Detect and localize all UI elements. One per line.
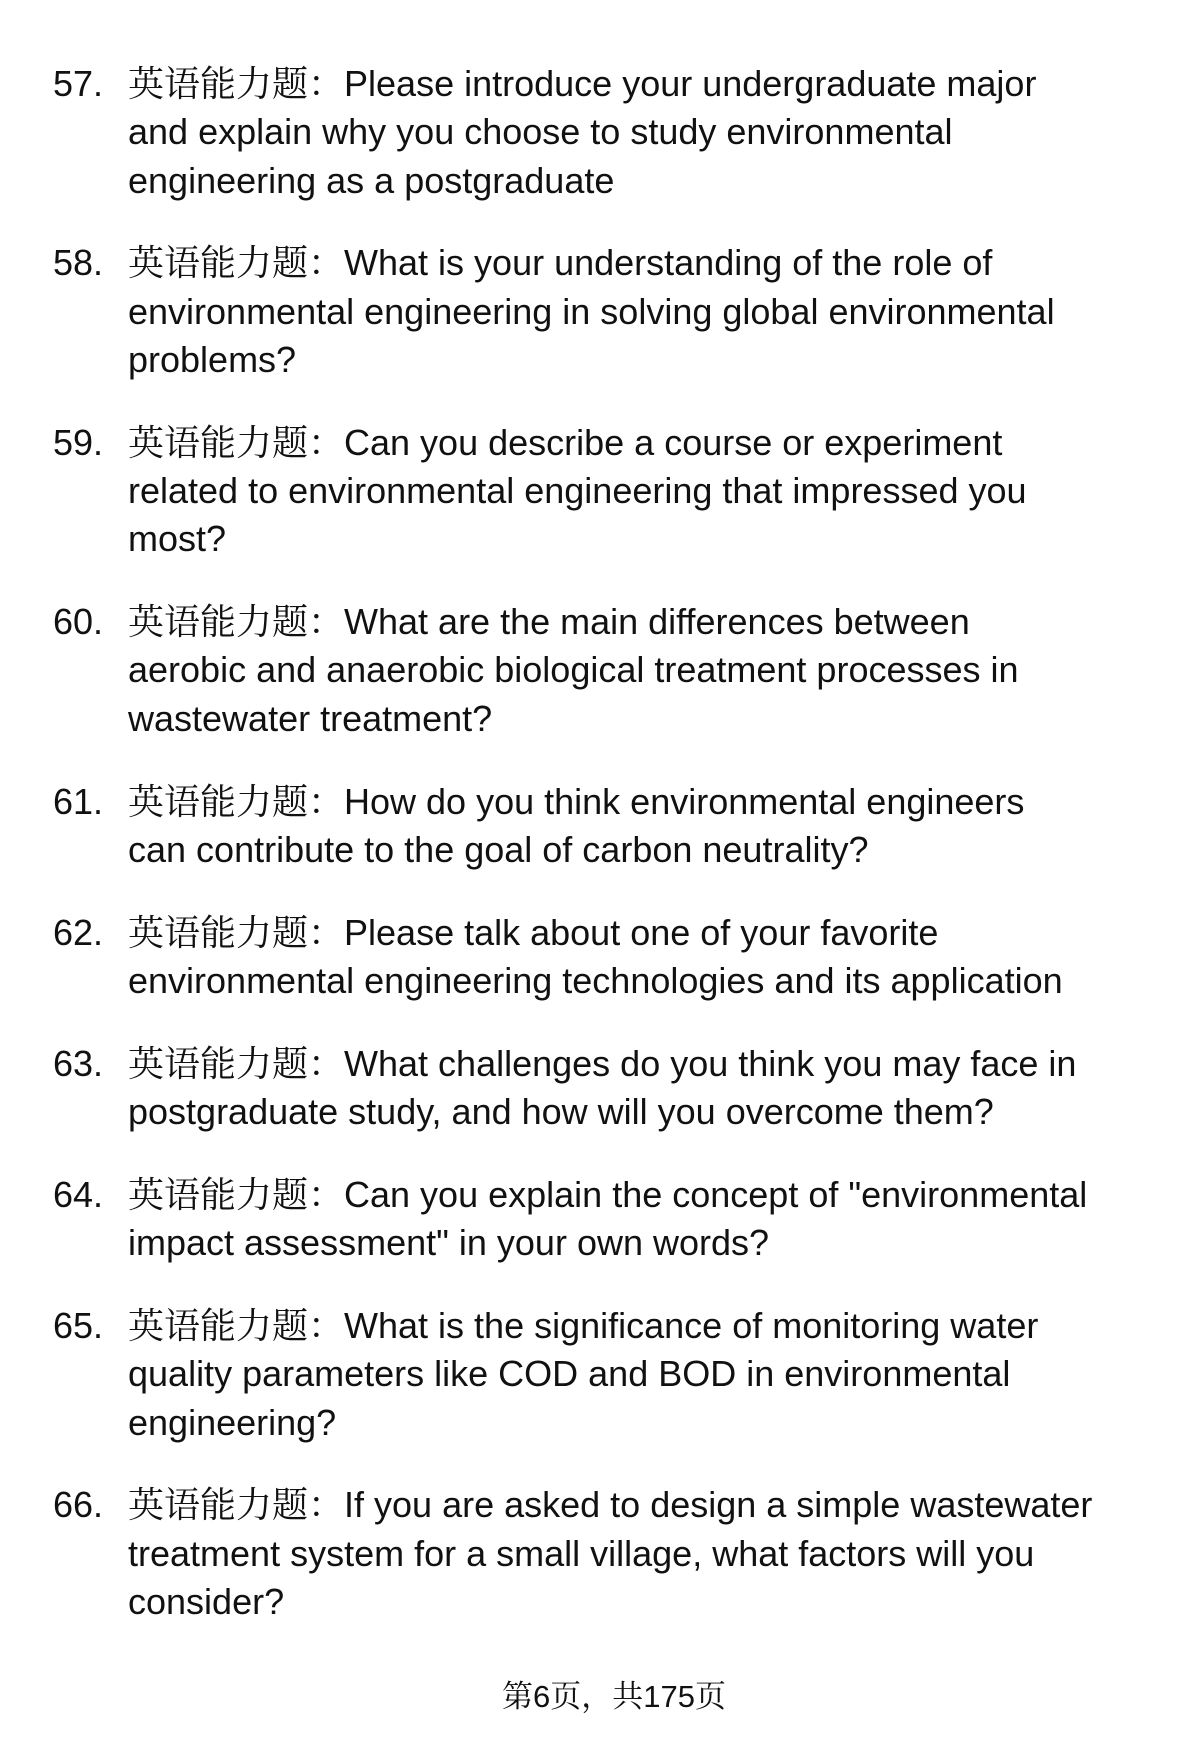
- question-line: [128, 909, 1200, 957]
- question-text: [128, 60, 1200, 205]
- question-line: environmental engineering in solving global environmental: [128, 290, 1055, 332]
- question-line: [128, 778, 1200, 826]
- question-category-label: 英语能力题：: [128, 1304, 345, 1346]
- question-line: postgraduate study, and how will you overcome them?: [128, 1091, 994, 1133]
- question-line: [128, 60, 1200, 108]
- question-number: 58.: [53, 242, 104, 284]
- question-line: can contribute to the goal of carbon neutrality?: [128, 828, 869, 870]
- question-line: environmental engineering technologies and its application: [128, 959, 1063, 1001]
- question-category-label: 英语能力题：: [128, 1042, 345, 1084]
- question-text: [128, 1481, 1200, 1626]
- question-number: 61.: [53, 780, 104, 822]
- question-item: [0, 60, 1200, 205]
- question-number: 63.: [53, 1042, 104, 1084]
- question-item: [0, 1040, 1200, 1137]
- question-line: impact assessment" in your own words?: [128, 1222, 770, 1264]
- question-line: quality parameters like COD and BOD in environmental: [128, 1353, 1011, 1395]
- question-category-label: 英语能力题：: [128, 780, 345, 822]
- question-number: 59.: [53, 421, 104, 463]
- question-line-text: What is the significance of monitoring water: [344, 1304, 1039, 1346]
- question-line: engineering?: [128, 1401, 337, 1443]
- question-line-text: Please introduce your undergraduate major: [344, 63, 1037, 104]
- question-category-label: 英语能力题：: [128, 242, 345, 284]
- question-line-text: What is your understanding of the role of: [344, 242, 993, 284]
- question-line: [128, 598, 1200, 646]
- question-text: [128, 1302, 1200, 1447]
- question-item: [0, 1302, 1200, 1447]
- question-line: [128, 419, 1200, 467]
- question-line: most?: [128, 518, 227, 560]
- question-line: [128, 1302, 1200, 1350]
- question-number: 62.: [53, 911, 104, 953]
- question-line: [128, 1481, 1200, 1529]
- question-text: [128, 239, 1200, 384]
- question-line-text: If you are asked to design a simple wastewater: [344, 1484, 1093, 1526]
- question-number: 66.: [53, 1484, 104, 1526]
- question-category-label: 英语能力题：: [128, 63, 345, 104]
- question-text: [128, 778, 1200, 875]
- question-number: 64.: [53, 1173, 104, 1215]
- question-line: aerobic and anaerobic biological treatment processes in: [128, 649, 1019, 691]
- question-text: [128, 419, 1200, 564]
- question-category-label: 英语能力题：: [128, 1484, 345, 1526]
- question-category-label: 英语能力题：: [128, 421, 345, 463]
- question-line: related to environmental engineering that impressed you: [128, 470, 1027, 512]
- question-item: [0, 239, 1200, 384]
- question-item: [0, 419, 1200, 564]
- question-text: [128, 1171, 1200, 1268]
- question-line: [128, 239, 1200, 287]
- question-line: and explain why you choose to study environmental: [128, 111, 953, 153]
- question-line-text: How do you think environmental engineers: [344, 780, 1025, 822]
- question-text: [128, 1040, 1200, 1137]
- question-number: 57.: [53, 63, 104, 104]
- question-line-text: Can you explain the concept of "environmental: [344, 1173, 1088, 1215]
- question-number: 60.: [53, 601, 104, 643]
- question-line: treatment system for a small village, what factors will you: [128, 1532, 1035, 1574]
- question-item: [0, 598, 1200, 743]
- question-line: problems?: [128, 338, 297, 380]
- question-line: [128, 1171, 1200, 1219]
- question-item: [0, 1481, 1200, 1626]
- question-number: 65.: [53, 1304, 104, 1346]
- question-category-label: 英语能力题：: [128, 911, 345, 953]
- question-text: [128, 909, 1200, 1006]
- question-text: [128, 598, 1200, 743]
- question-list: [0, 60, 1200, 1661]
- question-line: engineering as a postgraduate: [128, 159, 615, 201]
- question-line-text: What challenges do you think you may face in: [344, 1042, 1077, 1084]
- question-line: [128, 1040, 1200, 1088]
- question-line-text: Can you describe a course or experiment: [344, 421, 1003, 463]
- question-line-text: What are the main differences between: [344, 601, 970, 643]
- question-line: consider?: [128, 1580, 285, 1622]
- question-line-text: Please talk about one of your favorite: [344, 911, 939, 953]
- question-category-label: 英语能力题：: [128, 1173, 345, 1215]
- question-category-label: 英语能力题：: [128, 601, 345, 643]
- question-item: [0, 778, 1200, 875]
- page-number-footer: 第6页，共175页: [502, 1679, 726, 1714]
- question-line: wastewater treatment?: [128, 697, 493, 739]
- question-item: [0, 1171, 1200, 1268]
- question-item: [0, 909, 1200, 1006]
